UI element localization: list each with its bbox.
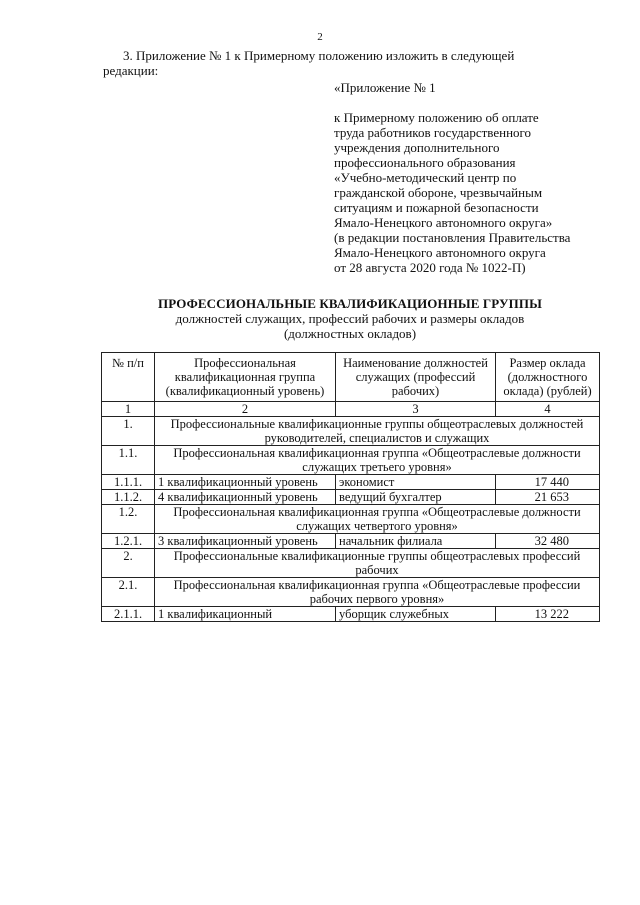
amendment-line-2: редакции: [103, 63, 159, 78]
row-number: 1.1. [102, 446, 155, 475]
annex-line: учреждения дополнительного [334, 140, 500, 155]
annex-line: от 28 августа 2020 года № 1022-П) [334, 260, 526, 275]
heading-title: ПРОФЕССИОНАЛЬНЫЕ КВАЛИФИКАЦИОННЫЕ ГРУППЫ [158, 296, 542, 311]
header-salary: Размер оклада (должностного оклада) (рублей) [496, 353, 600, 402]
row-number: 2.1.1. [102, 607, 155, 622]
annex-line: труда работников государственного [334, 125, 532, 140]
annex-line: «Учебно-методический центр по [334, 170, 517, 185]
index-cell: 2 [155, 402, 336, 417]
annex-line: гражданской обороне, чрезвычайным [334, 185, 543, 200]
amendment-paragraph [103, 48, 603, 78]
row-number: 1.2. [102, 505, 155, 534]
table-group-row [102, 417, 600, 446]
page-number: 2 [317, 31, 323, 43]
salary-amount: 13 222 [496, 607, 600, 622]
annex-line: профессионального образования [334, 155, 516, 170]
salary-amount: 21 653 [496, 490, 600, 505]
table-index-row [102, 402, 600, 417]
heading-subtitle: должностей служащих, профессий рабочих и размеры окладов [175, 311, 525, 326]
row-number: 1.1.2. [102, 490, 155, 505]
position-name: уборщик служебных [336, 607, 496, 622]
document-heading [100, 296, 600, 341]
table-row [102, 607, 600, 622]
row-number: 1. [102, 417, 155, 446]
annex-title: «Приложение № 1 [334, 80, 436, 95]
header-group: Профессиональная квалификационная группа (квалификационный уровень) [155, 353, 336, 402]
qualification-level: 1 квалификационный уровень [155, 475, 336, 490]
table-group-row [102, 446, 600, 475]
index-cell: 1 [102, 402, 155, 417]
group-title: Профессиональная квалификационная группа «Общеотраслевые профессии рабочих первого уровня» [155, 578, 600, 607]
annex-line: (в редакции постановления Правительства [334, 230, 571, 245]
group-title: Профессиональная квалификационная группа «Общеотраслевые должности служащих третьего уровня» [155, 446, 600, 475]
header-num: № п/п [102, 353, 155, 402]
table-row [102, 490, 600, 505]
table-group-row [102, 505, 600, 534]
annex-line: к Примерному положению об оплате [334, 110, 539, 125]
group-title: Профессиональная квалификационная группа «Общеотраслевые должности служащих четвертого уровня» [155, 505, 600, 534]
annex-line: ситуациям и пожарной безопасности [334, 200, 539, 215]
position-name: начальник филиала [336, 534, 496, 549]
row-number: 2.1. [102, 578, 155, 607]
row-number: 1.2.1. [102, 534, 155, 549]
annex-block [334, 80, 614, 275]
heading-subtitle: (должностных окладов) [283, 326, 417, 341]
index-cell: 3 [336, 402, 496, 417]
group-title: Профессиональные квалификационные группы общеотраслевых должностей руководителей, специалистов и служащих [155, 417, 600, 446]
position-name: экономист [336, 475, 496, 490]
table-row [102, 534, 600, 549]
table-group-row [102, 578, 600, 607]
qualification-level: 1 квалификационный [155, 607, 336, 622]
salary-amount: 32 480 [496, 534, 600, 549]
header-position: Наименование должностей служащих (профессий рабочих) [336, 353, 496, 402]
group-title: Профессиональные квалификационные группы общеотраслевых профессий рабочих [155, 549, 600, 578]
row-number: 1.1.1. [102, 475, 155, 490]
salary-amount: 17 440 [496, 475, 600, 490]
table-group-row [102, 549, 600, 578]
annex-line: Ямало-Ненецкого автономного округа» [334, 215, 553, 230]
qualification-level: 4 квалификационный уровень [155, 490, 336, 505]
position-name: ведущий бухгалтер [336, 490, 496, 505]
table-header-row [102, 353, 600, 402]
annex-line: Ямало-Ненецкого автономного округа [334, 245, 546, 260]
index-cell: 4 [496, 402, 600, 417]
amendment-line-1: 3. Приложение № 1 к Примерному положению изложить в следующей [123, 48, 515, 63]
qualification-table [101, 352, 600, 622]
qualification-level: 3 квалификационный уровень [155, 534, 336, 549]
row-number: 2. [102, 549, 155, 578]
table-row [102, 475, 600, 490]
